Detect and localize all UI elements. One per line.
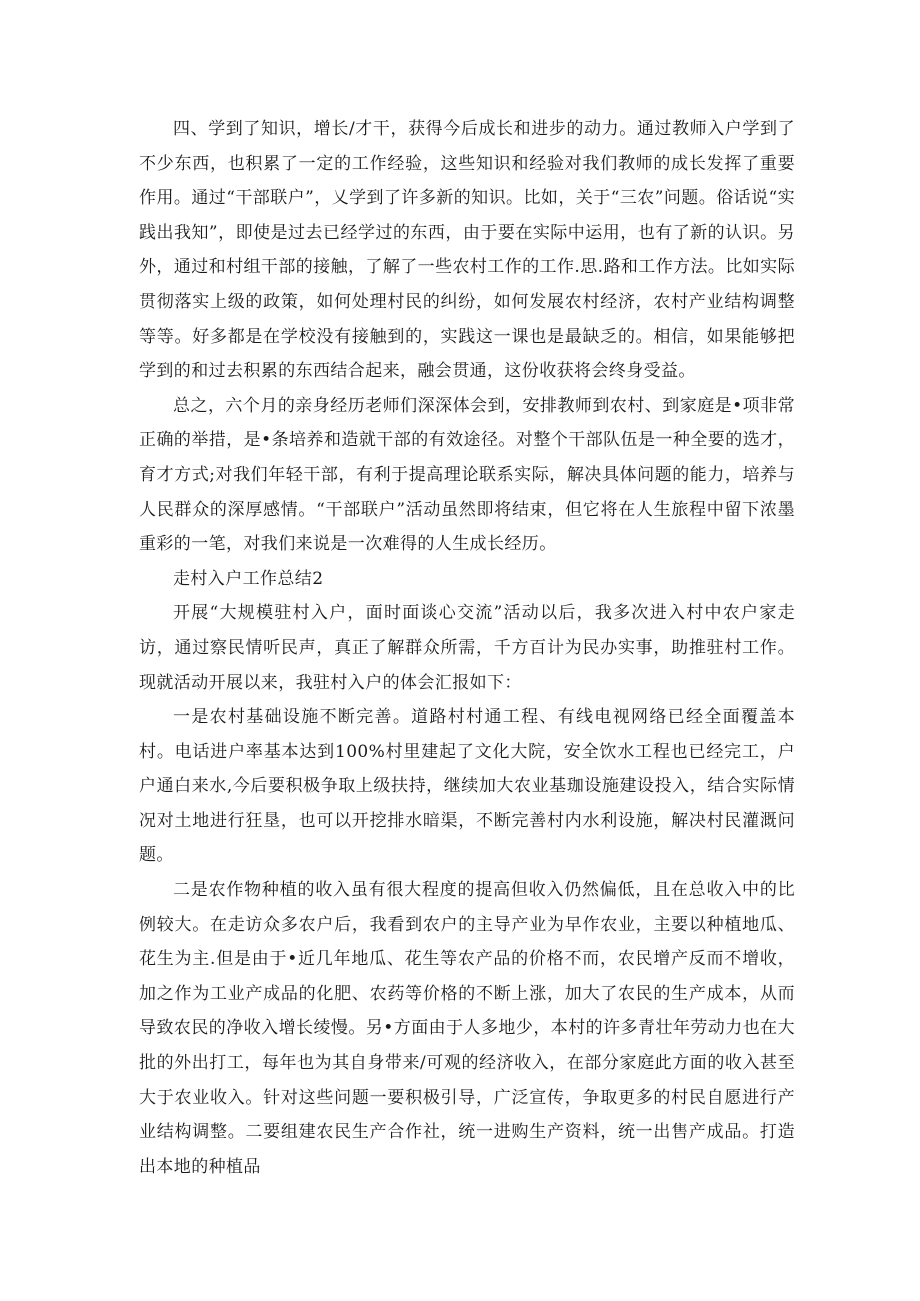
paragraph-knowledge-gained: 四、学到了知识，增长/才干，获得今后成长和进步的动力。通过教师入户学到了不少东西，也积累了一定的工作经验，这些知识和经验对我们教师的成长发挥了重要作用。通过“干部联户”，乂学到了许多新的知识。比如，关于“三农”问题。俗话说“实践出我知”，即使是过去已经学过的东西，由于要在实际中运用，也有了新的认识。另外，通过和村组干部的接触，了解了一些农村工作的工作.思.路和工作方法。比如实际贯彻落实上级的政策，如何处理村民的纠纷，如何发展农村经济，农村产业结构调整等等。好多都是在学校没有接触到的，实践这一课也是最缺乏的。相信，如果能够把学到的和过去积累的东西结合起来，融会贯通，这份收获将会终身受益。 [139,119,795,382]
paragraph-infrastructure: 一是农村基础设施不断完善。道路村村通工程、有线电视网络已经全面覆盖本村。电话进户率基本达到100%村里建起了文化大院，安全饮水工程也已经完工，户户通白来水,今后要积极争取上级扶持，继续加大农业基珈设施建设投入，结合实际情况对土地进行狂垦，也可以开挖排水暗渠，不断完善村内水利设施，解决村民灌溉问题。 [139,707,795,866]
paragraph-crop-income: 二是农作物种植的收入虽有很大程度的提高但收入仍然偏低，且在总收入中的比例较大。在走访众多农户后，我看到农户的主导产业为早作农业，主要以种植地瓜、花生为主.但是由于•近几年地瓜、花生等农产品的价格不而，农民增产反而不增收，加之作为工业产成品的化肥、农药等价格的不断上涨，加大了农民的生产成本，从而导致农民的净收入增长绫慢。另•方面由于人多地少，本村的许多青壮年劳动力也在大批的外出打工，每年也为其自身带来/可观的经济收入，在部分家庭此方面的收入甚至大于农业收入。针对这些问题一要积极引导，广泛宣传，争取更多的村民自愿进行产业结构调整。二要组建农民生产合作社，统一进购生产资料，统一出售产成品。打造出本地的种植品 [139,880,795,1177]
section-heading-summary-2: 走村入户工作总结2 [173,568,324,589]
document-body [139,112,795,1184]
paragraph-conclusion: 总之，六个月的亲身经历老师们深深体会到，安排教师到农村、到家庭是•项非常正确的举措，是•条培养和造就干部的有效途径。对整个干部队伍是一种全要的选才，育才方式;对我们年轻干部，有利于提高理论联系实际，解决具体问题的能力，培养与人民群众的深厚感情。“干部联户”活动虽然即将结束，但它将在人生旅程中留下浓墨重彩的一笔，对我们来说是一次难得的人生成长经历。 [139,395,795,555]
paragraph-activity-intro: 开展“大规模驻村入户，面时面谈心交流”活动以后，我多次进入村中农户家走访，通过察民情听民声，真正了解群众所需，千方百计为民办实事，助推驻村工作。现就活动开展以来，我驻村入户的体会汇报如下： [139,603,795,693]
